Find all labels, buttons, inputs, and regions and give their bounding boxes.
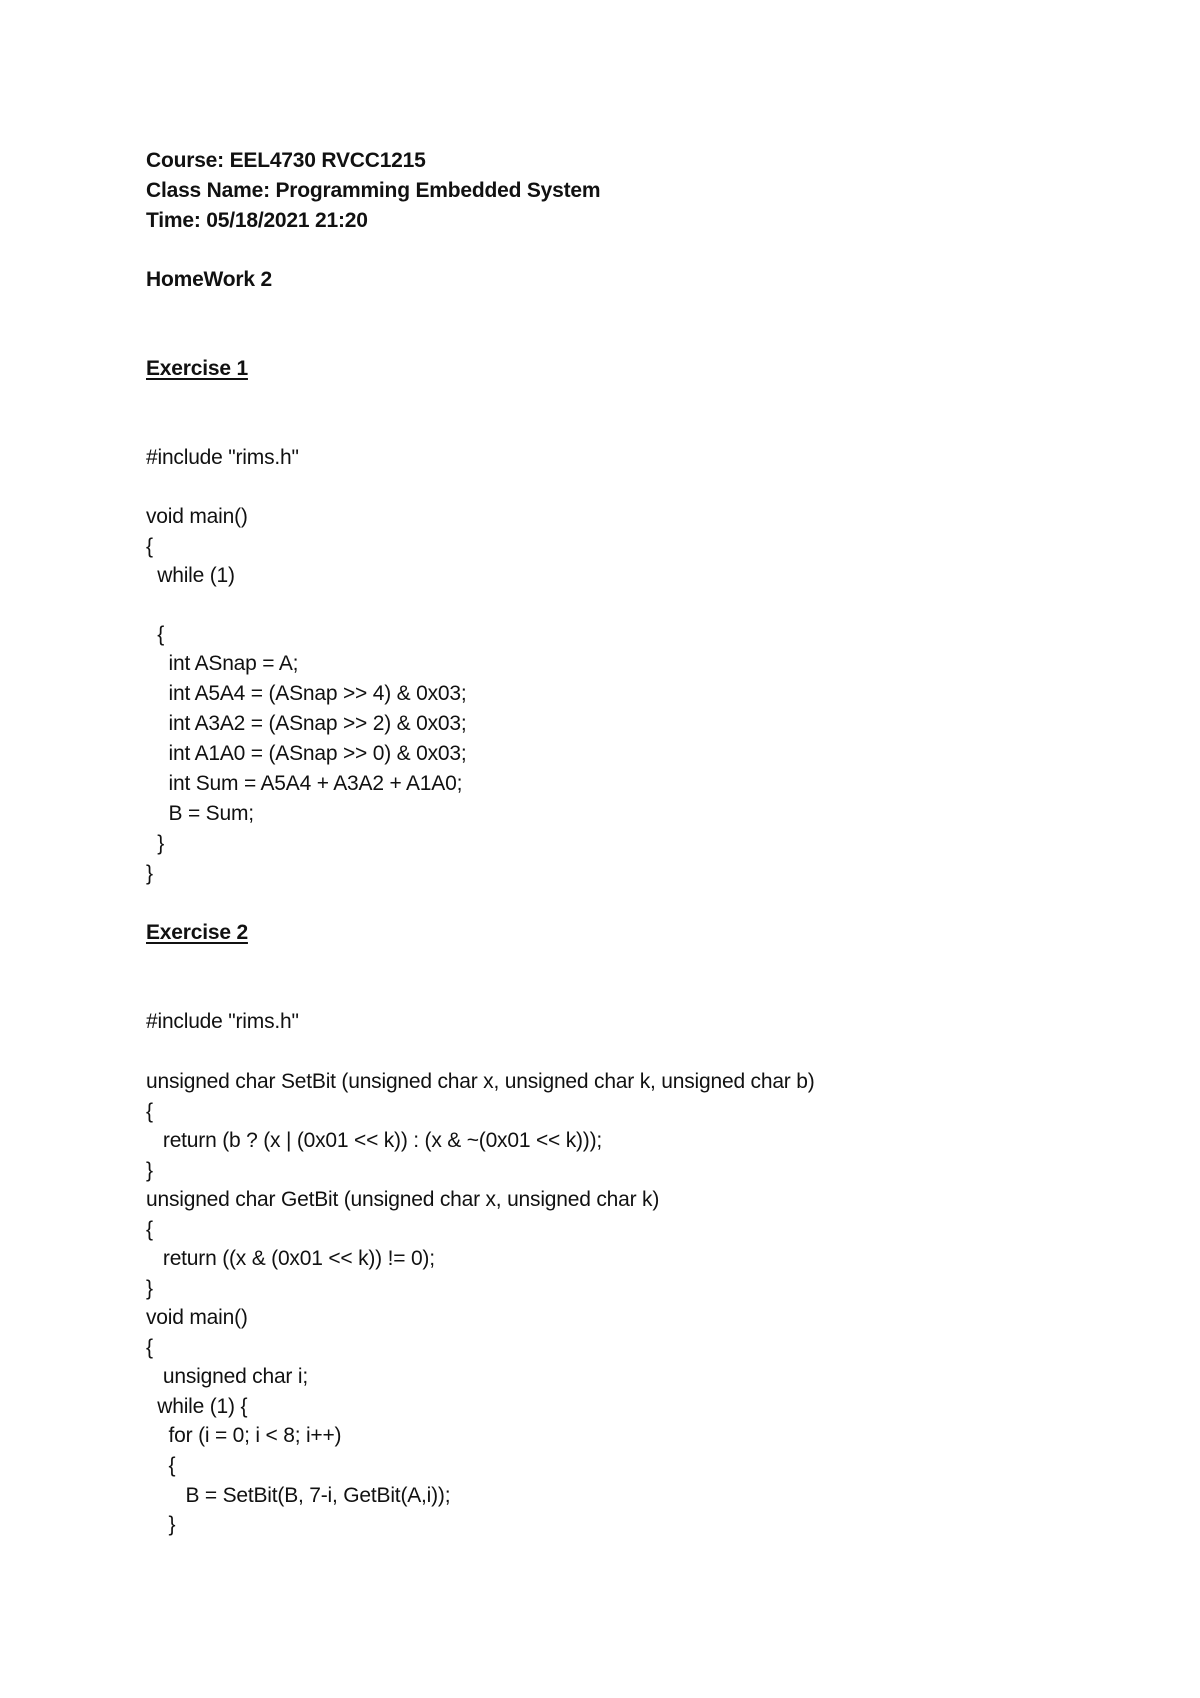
class-name-line: Class Name: Programming Embedded System	[146, 179, 601, 202]
code-line: }	[146, 1277, 153, 1300]
code-line: B = Sum;	[146, 802, 254, 825]
code-line: B = SetBit(B, 7-i, GetBit(A,i));	[146, 1484, 451, 1507]
exercise-2-title: Exercise 2	[146, 921, 248, 944]
code-line: int ASnap = A;	[146, 652, 299, 675]
homework-title: HomeWork 2	[146, 268, 272, 291]
code-line: void main()	[146, 505, 248, 528]
code-line: int Sum = A5A4 + A3A2 + A1A0;	[146, 772, 463, 795]
code-line: unsigned char i;	[146, 1365, 308, 1388]
code-line: unsigned char GetBit (unsigned char x, unsigned char k)	[146, 1188, 660, 1211]
code-line: unsigned char SetBit (unsigned char x, unsigned char k, unsigned char b)	[146, 1070, 815, 1093]
exercise-1-title: Exercise 1	[146, 357, 248, 380]
code-line: {	[146, 1454, 176, 1477]
code-line: void main()	[146, 1306, 248, 1329]
code-line: {	[146, 1100, 153, 1123]
code-line: int A5A4 = (ASnap >> 4) & 0x03;	[146, 682, 467, 705]
code-line: }	[146, 1159, 153, 1182]
code-line: for (i = 0; i < 8; i++)	[146, 1424, 342, 1447]
code-line: int A1A0 = (ASnap >> 0) & 0x03;	[146, 742, 467, 765]
time-line: Time: 05/18/2021 21:20	[146, 209, 368, 232]
code-line: {	[146, 1218, 153, 1241]
code-line: while (1) {	[146, 1395, 248, 1418]
code-line: return ((x & (0x01 << k)) != 0);	[146, 1247, 435, 1270]
code-line: while (1)	[146, 564, 235, 587]
code-line: #include "rims.h"	[146, 446, 299, 469]
code-line: {	[146, 535, 153, 558]
code-line: }	[146, 832, 165, 855]
course-line: Course: EEL4730 RVCC1215	[146, 149, 426, 172]
code-line: #include "rims.h"	[146, 1010, 299, 1033]
code-line: {	[146, 623, 165, 646]
code-line: }	[146, 1513, 176, 1536]
code-line: {	[146, 1336, 153, 1359]
code-line: int A3A2 = (ASnap >> 2) & 0x03;	[146, 712, 467, 735]
code-line: }	[146, 862, 153, 885]
code-line: return (b ? (x | (0x01 << k)) : (x & ~(0x01 << k)));	[146, 1129, 603, 1152]
